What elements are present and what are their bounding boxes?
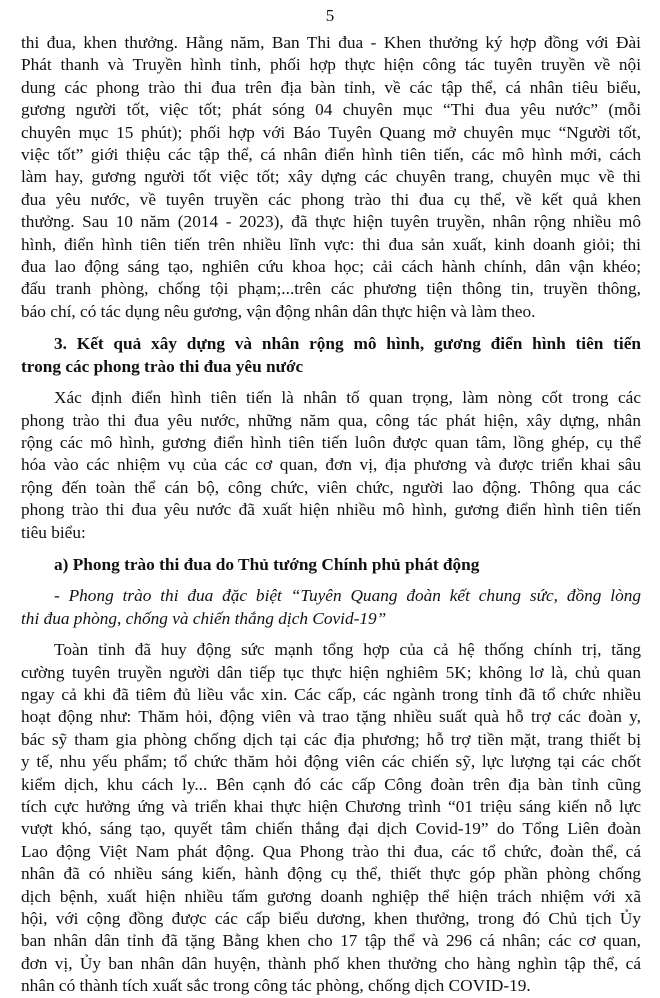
text-line: vượt khó, sáng tạo, quyết tâm chiến thắng đại dịch Covid-19” do Tổng Liên đoàn [21,819,641,839]
text-line: hình, điển hình tiên tiến trên nhiều lĩnh vực: thi đua sản xuất, kinh doanh giỏi; thi [21,234,641,254]
paragraph-exemplary-models [21,387,641,544]
italic-line: - Phong trào thi đua đặc biệt “Tuyên Quang đoàn kết chung sức, đồng lòng [54,586,641,606]
movement-title [21,585,641,630]
text-line: ban nhân dân tỉnh đã tặng Bằng khen cho 17 tập thể và 296 cá nhân; các cơ quan, [21,931,641,951]
paragraph-covid-response [21,639,641,998]
text-line: tích cực hưởng ứng và triển khai thực hiện Chương trình “01 triệu sáng kiến nỗ lực [21,797,641,816]
text-line: cường tuyên truyền người dân tiếp tục thực hiện nghiêm 5K; không lơ là, chủ quan [21,662,641,682]
text-line: đấu tranh phòng, chống tội phạm;...trên các phương tiện thông tin, truyền thông, [21,279,641,299]
text-line: thưởng. Sau 10 năm (2014 - 2023), đã thực hiện tuyên truyền, nhân rộng nhiều mô [21,212,641,232]
text-line: đua yêu nước, về tuyên truyền các phong trào thi đua cụ thể, về kết quả khen [21,189,641,209]
text-line: chuyên mục 15 phút); phối hợp với Báo Tuyên Quang mở chuyên mục “Người tốt, [21,122,641,142]
text-line: hoạt động như: Thăm hỏi, động viên và trao tặng nhiều suất quà hỗ trợ các đoàn y, [21,707,641,727]
paragraph-publicity [21,32,641,323]
text-line: kiểm dịch, khu cách ly... Bên cạnh đó các cấp Công đoàn trên địa bàn tỉnh cũng [21,774,641,794]
text-line: nhân có thành tích xuất sắc trong công tác phòng, chống dịch COVID-19. [21,976,531,996]
heading-line: a) Phong trào thi đua do Thủ tướng Chính phủ phát động [54,554,480,574]
text-line: hội, với cộng đồng được các cấp biểu dương, khen thưởng, trong đó Chủ tịch Ủy [21,909,641,929]
text-line: báo chí, có tác dụng nêu gương, vận động nhân dân thực hiện và làm theo. [21,301,536,321]
text-line: việc tốt” giới thiệu các tập thể, cá nhân điển hình tiên tiến, các mô hình mới, cách [21,145,641,165]
text-line: Phát thanh và Truyền hình tỉnh, phối hợp thực hiện công tác tuyên truyền về nội [21,55,641,75]
text-line: Lao động Việt Nam phát động. Qua Phong trào thi đua, các tổ chức, đoàn thể, cá [21,841,641,861]
text-line: phong trào thi đua yêu nước đã xuất hiện nhiều mô hình, gương điển hình tiên tiến [21,500,641,520]
text-line: làm hay, gương người tốt việc tốt; xây dựng các chuyên trang, chuyên mục về thi [21,167,641,187]
text-line: hóa vào các nhiệm vụ của các cơ quan, đơn vị, địa phương và được triển khai sâu [21,455,641,475]
text-line: Toàn tỉnh đã huy động sức mạnh tổng hợp của cả hệ thống chính trị, tăng [54,640,641,660]
heading-line: 3. Kết quả xây dựng và nhân rộng mô hình, gương điển hình tiên tiến [54,334,641,354]
text-line: đua lao động sáng tạo, nghiên cứu khoa học; cải cách hành chính, dân vận khéo; [21,257,641,277]
text-line: Xác định điển hình tiên tiến là nhân tố quan trọng, làm nòng cốt trong các [54,388,641,408]
italic-line: thi đua phòng, chống và chiến thắng dịch Covid-19” [21,608,387,628]
page-number: 5 [325,6,335,25]
text-line: bác sỹ tham gia phòng chống dịch tại các địa phương; hỗ trợ tiền mặt, trang thiết bị [21,729,641,749]
section-heading [21,333,641,378]
text-line: phong trào thi đua yêu nước, những năm qua, công tác phát hiện, xây dựng, nhân [21,410,641,430]
text-line: y tế, nhu yếu phẩm; tổ chức thăm hỏi động viên các chiến sỹ, lực lượng tại các chốt [21,752,641,772]
text-line: thi đua, khen thưởng. Hằng năm, Ban Thi đua - Khen thưởng ký hợp đồng với Đài [21,33,641,52]
text-line: tiêu biểu: [21,522,86,542]
text-line: đơn vị, Ủy ban nhân dân huyện, thành phố khen thưởng cho hàng nghìn tập thể, cá [21,953,641,973]
text-line: dịch bệnh, xuất hiện nhiều tấm gương doanh nghiệp thể hiện trách nhiệm với xã [21,886,641,906]
text-line: dung các phong trào thi đua trên địa bàn tỉnh, về các tập thể, cá nhân tiêu biểu, [21,77,641,97]
page-content [21,32,641,998]
text-line: gương người tốt, việc tốt; phát sóng 04 chuyên mục “Thi đua yêu nước” (mỗi [21,100,641,120]
text-line: rộng các mô hình, gương điển hình tiên tiến luôn được quan tâm, lồng ghép, cụ thể [21,432,641,452]
text-line: ngay cả khi đã tiêm đủ liều vắc xin. Các cấp, các ngành trong tỉnh đã tổ chức nhiều [21,684,641,704]
heading-line: trong các phong trào thi đua yêu nước [21,356,304,376]
text-line: rộng đến toàn thể cán bộ, công chức, viên chức, người lao động. Thông qua các [21,477,641,497]
subsection-heading [21,554,641,576]
text-line: nhân đã có nhiều sáng kiến, hành động cụ thể, thiết thực góp phần phòng chống [21,864,641,884]
